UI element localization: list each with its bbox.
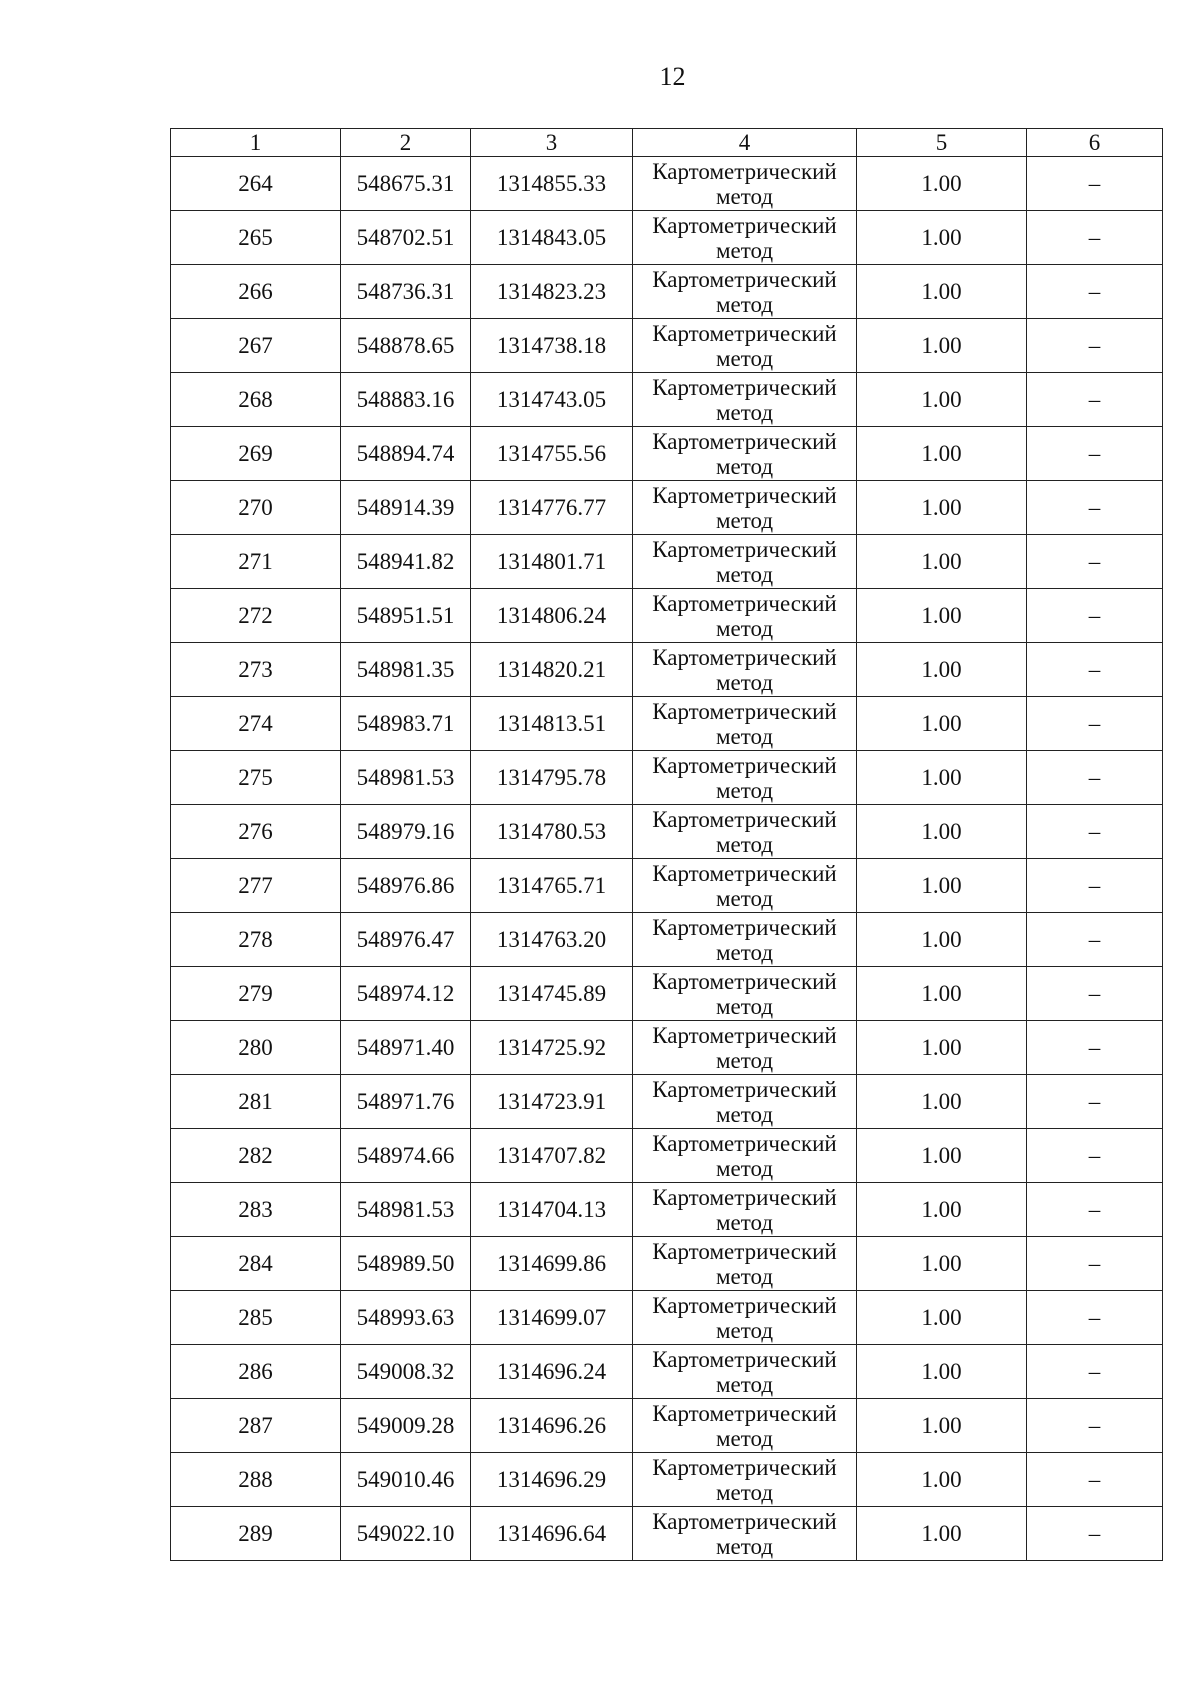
method-line-1: Картометрический (652, 536, 837, 562)
method-cell (633, 535, 857, 589)
page-number: 12 (659, 62, 686, 91)
method-line-2: метод (715, 1155, 774, 1181)
point-number-cell: 266 (171, 265, 341, 319)
accuracy-cell: 1.00 (857, 805, 1027, 859)
method-line-1: Картометрический (652, 860, 837, 886)
note-cell: – (1027, 1291, 1163, 1345)
table-row (171, 751, 1163, 805)
y-coordinate-cell: 1314823.23 (471, 265, 633, 319)
method-cell (633, 643, 857, 697)
y-coordinate-cell: 1314723.91 (471, 1075, 633, 1129)
method-line-2: метод (715, 453, 774, 479)
y-coordinate-cell: 1314738.18 (471, 319, 633, 373)
method-cell (633, 319, 857, 373)
y-coordinate-cell: 1314806.24 (471, 589, 633, 643)
y-coordinate-cell: 1314820.21 (471, 643, 633, 697)
note-cell: – (1027, 373, 1163, 427)
method-line-1: Картометрический (652, 1346, 837, 1372)
method-cell (633, 373, 857, 427)
point-number-cell: 273 (171, 643, 341, 697)
note-cell: – (1027, 535, 1163, 589)
table-row (171, 1021, 1163, 1075)
note-cell: – (1027, 1021, 1163, 1075)
point-number-cell: 271 (171, 535, 341, 589)
note-cell: – (1027, 211, 1163, 265)
method-line-2: метод (715, 1047, 774, 1073)
method-line-2: метод (715, 939, 774, 965)
method-line-1: Картометрический (652, 1130, 837, 1156)
accuracy-cell: 1.00 (857, 157, 1027, 211)
x-coordinate-cell: 548989.50 (341, 1237, 471, 1291)
method-cell (633, 1399, 857, 1453)
accuracy-cell: 1.00 (857, 1453, 1027, 1507)
method-line-2: метод (715, 237, 774, 263)
x-coordinate-cell: 548878.65 (341, 319, 471, 373)
note-cell: – (1027, 859, 1163, 913)
method-line-1: Картометрический (652, 1454, 837, 1480)
table-row (171, 967, 1163, 1021)
method-cell (633, 913, 857, 967)
accuracy-cell: 1.00 (857, 1399, 1027, 1453)
method-cell (633, 211, 857, 265)
accuracy-cell: 1.00 (857, 913, 1027, 967)
x-coordinate-cell: 548976.86 (341, 859, 471, 913)
method-cell (633, 1183, 857, 1237)
x-coordinate-cell: 548702.51 (341, 211, 471, 265)
point-number-cell: 276 (171, 805, 341, 859)
accuracy-cell: 1.00 (857, 1507, 1027, 1561)
y-coordinate-cell: 1314696.24 (471, 1345, 633, 1399)
coordinates-table (170, 128, 1163, 1561)
method-line-2: метод (715, 669, 774, 695)
method-line-2: метод (715, 507, 774, 533)
method-line-1: Картометрический (652, 374, 837, 400)
accuracy-cell: 1.00 (857, 1129, 1027, 1183)
y-coordinate-cell: 1314813.51 (471, 697, 633, 751)
note-cell: – (1027, 751, 1163, 805)
table-row (171, 319, 1163, 373)
point-number-cell: 268 (171, 373, 341, 427)
accuracy-cell: 1.00 (857, 427, 1027, 481)
method-line-1: Картометрический (652, 1292, 837, 1318)
table-row (171, 1129, 1163, 1183)
column-header-5: 5 (857, 129, 1027, 157)
y-coordinate-cell: 1314696.64 (471, 1507, 633, 1561)
x-coordinate-cell: 548883.16 (341, 373, 471, 427)
x-coordinate-cell: 548976.47 (341, 913, 471, 967)
method-cell (633, 805, 857, 859)
table-row (171, 1291, 1163, 1345)
accuracy-cell: 1.00 (857, 319, 1027, 373)
method-line-1: Картометрический (652, 644, 837, 670)
accuracy-cell: 1.00 (857, 751, 1027, 805)
x-coordinate-cell: 549008.32 (341, 1345, 471, 1399)
method-line-2: метод (715, 885, 774, 911)
method-line-1: Картометрический (652, 266, 837, 292)
x-coordinate-cell: 548951.51 (341, 589, 471, 643)
method-line-2: метод (715, 1209, 774, 1235)
table-row (171, 1183, 1163, 1237)
point-number-cell: 281 (171, 1075, 341, 1129)
accuracy-cell: 1.00 (857, 535, 1027, 589)
point-number-cell: 274 (171, 697, 341, 751)
accuracy-cell: 1.00 (857, 1075, 1027, 1129)
note-cell: – (1027, 157, 1163, 211)
method-line-1: Картометрический (652, 428, 837, 454)
y-coordinate-cell: 1314699.07 (471, 1291, 633, 1345)
y-coordinate-cell: 1314765.71 (471, 859, 633, 913)
note-cell: – (1027, 589, 1163, 643)
y-coordinate-cell: 1314696.26 (471, 1399, 633, 1453)
point-number-cell: 270 (171, 481, 341, 535)
method-cell (633, 859, 857, 913)
y-coordinate-cell: 1314699.86 (471, 1237, 633, 1291)
x-coordinate-cell: 548974.66 (341, 1129, 471, 1183)
point-number-cell: 289 (171, 1507, 341, 1561)
method-cell (633, 1129, 857, 1183)
table-row (171, 373, 1163, 427)
x-coordinate-cell: 548981.53 (341, 751, 471, 805)
method-line-1: Картометрический (652, 158, 837, 184)
x-coordinate-cell: 548974.12 (341, 967, 471, 1021)
method-line-2: метод (715, 1479, 774, 1505)
method-cell (633, 1291, 857, 1345)
method-line-1: Картометрический (652, 806, 837, 832)
x-coordinate-cell: 549009.28 (341, 1399, 471, 1453)
column-header-2: 2 (341, 129, 471, 157)
table-row (171, 1237, 1163, 1291)
table-row (171, 589, 1163, 643)
accuracy-cell: 1.00 (857, 1291, 1027, 1345)
table-row (171, 1345, 1163, 1399)
method-cell (633, 967, 857, 1021)
method-line-2: метод (715, 1263, 774, 1289)
y-coordinate-cell: 1314743.05 (471, 373, 633, 427)
method-line-1: Картометрический (652, 1184, 837, 1210)
note-cell: – (1027, 265, 1163, 319)
accuracy-cell: 1.00 (857, 697, 1027, 751)
y-coordinate-cell: 1314745.89 (471, 967, 633, 1021)
header-row (171, 129, 1163, 157)
note-cell: – (1027, 913, 1163, 967)
method-cell (633, 1507, 857, 1561)
method-line-1: Картометрический (652, 212, 837, 238)
point-number-cell: 277 (171, 859, 341, 913)
point-number-cell: 288 (171, 1453, 341, 1507)
method-line-1: Картометрический (652, 320, 837, 346)
x-coordinate-cell: 549010.46 (341, 1453, 471, 1507)
x-coordinate-cell: 548675.31 (341, 157, 471, 211)
table-row (171, 535, 1163, 589)
method-line-1: Картометрический (652, 1400, 837, 1426)
table-header (171, 129, 1163, 157)
y-coordinate-cell: 1314843.05 (471, 211, 633, 265)
method-line-2: метод (715, 1371, 774, 1397)
point-number-cell: 275 (171, 751, 341, 805)
y-coordinate-cell: 1314704.13 (471, 1183, 633, 1237)
table-row (171, 859, 1163, 913)
method-cell (633, 427, 857, 481)
method-cell (633, 265, 857, 319)
table-row (171, 913, 1163, 967)
x-coordinate-cell: 548983.71 (341, 697, 471, 751)
method-line-1: Картометрический (652, 752, 837, 778)
y-coordinate-cell: 1314725.92 (471, 1021, 633, 1075)
y-coordinate-cell: 1314707.82 (471, 1129, 633, 1183)
method-line-2: метод (715, 777, 774, 803)
x-coordinate-cell: 549022.10 (341, 1507, 471, 1561)
accuracy-cell: 1.00 (857, 1345, 1027, 1399)
x-coordinate-cell: 548971.76 (341, 1075, 471, 1129)
y-coordinate-cell: 1314763.20 (471, 913, 633, 967)
point-number-cell: 269 (171, 427, 341, 481)
x-coordinate-cell: 548981.35 (341, 643, 471, 697)
accuracy-cell: 1.00 (857, 1237, 1027, 1291)
point-number-cell: 265 (171, 211, 341, 265)
x-coordinate-cell: 548894.74 (341, 427, 471, 481)
note-cell: – (1027, 1345, 1163, 1399)
point-number-cell: 272 (171, 589, 341, 643)
column-header-6: 6 (1027, 129, 1163, 157)
method-line-1: Картометрический (652, 914, 837, 940)
accuracy-cell: 1.00 (857, 967, 1027, 1021)
method-line-2: метод (715, 291, 774, 317)
method-cell (633, 697, 857, 751)
method-line-2: метод (715, 1533, 774, 1559)
accuracy-cell: 1.00 (857, 211, 1027, 265)
table-row (171, 805, 1163, 859)
table-row (171, 427, 1163, 481)
point-number-cell: 283 (171, 1183, 341, 1237)
accuracy-cell: 1.00 (857, 265, 1027, 319)
point-number-cell: 284 (171, 1237, 341, 1291)
method-cell (633, 481, 857, 535)
note-cell: – (1027, 1183, 1163, 1237)
method-line-2: метод (715, 345, 774, 371)
accuracy-cell: 1.00 (857, 481, 1027, 535)
note-cell: – (1027, 1237, 1163, 1291)
column-header-3: 3 (471, 129, 633, 157)
accuracy-cell: 1.00 (857, 859, 1027, 913)
x-coordinate-cell: 548736.31 (341, 265, 471, 319)
point-number-cell: 282 (171, 1129, 341, 1183)
method-cell (633, 1021, 857, 1075)
method-line-2: метод (715, 1425, 774, 1451)
table-body (171, 157, 1163, 1561)
table-row (171, 1399, 1163, 1453)
note-cell: – (1027, 319, 1163, 373)
y-coordinate-cell: 1314696.29 (471, 1453, 633, 1507)
y-coordinate-cell: 1314801.71 (471, 535, 633, 589)
method-cell (633, 751, 857, 805)
method-line-2: метод (715, 1101, 774, 1127)
x-coordinate-cell: 548914.39 (341, 481, 471, 535)
accuracy-cell: 1.00 (857, 373, 1027, 427)
x-coordinate-cell: 548971.40 (341, 1021, 471, 1075)
point-number-cell: 278 (171, 913, 341, 967)
method-line-1: Картометрический (652, 1022, 837, 1048)
note-cell: – (1027, 481, 1163, 535)
note-cell: – (1027, 1453, 1163, 1507)
note-cell: – (1027, 697, 1163, 751)
y-coordinate-cell: 1314795.78 (471, 751, 633, 805)
accuracy-cell: 1.00 (857, 1021, 1027, 1075)
method-line-2: метод (715, 615, 774, 641)
method-line-1: Картометрический (652, 1076, 837, 1102)
table-row (171, 157, 1163, 211)
method-line-1: Картометрический (652, 1238, 837, 1264)
method-line-2: метод (715, 831, 774, 857)
method-line-2: метод (715, 993, 774, 1019)
method-cell (633, 157, 857, 211)
table-row (171, 211, 1163, 265)
column-header-4: 4 (633, 129, 857, 157)
method-line-2: метод (715, 1317, 774, 1343)
point-number-cell: 264 (171, 157, 341, 211)
method-line-1: Картометрический (652, 698, 837, 724)
method-cell (633, 1453, 857, 1507)
y-coordinate-cell: 1314755.56 (471, 427, 633, 481)
accuracy-cell: 1.00 (857, 643, 1027, 697)
method-cell (633, 1237, 857, 1291)
x-coordinate-cell: 548941.82 (341, 535, 471, 589)
table-row (171, 1507, 1163, 1561)
point-number-cell: 280 (171, 1021, 341, 1075)
method-line-2: метод (715, 561, 774, 587)
method-cell (633, 1345, 857, 1399)
y-coordinate-cell: 1314776.77 (471, 481, 633, 535)
note-cell: – (1027, 1075, 1163, 1129)
column-header-1: 1 (171, 129, 341, 157)
method-cell (633, 589, 857, 643)
table-row (171, 643, 1163, 697)
accuracy-cell: 1.00 (857, 1183, 1027, 1237)
point-number-cell: 279 (171, 967, 341, 1021)
x-coordinate-cell: 548993.63 (341, 1291, 471, 1345)
note-cell: – (1027, 1399, 1163, 1453)
table-row (171, 481, 1163, 535)
table-row (171, 697, 1163, 751)
table-row (171, 265, 1163, 319)
x-coordinate-cell: 548979.16 (341, 805, 471, 859)
point-number-cell: 286 (171, 1345, 341, 1399)
note-cell: – (1027, 427, 1163, 481)
table-row (171, 1453, 1163, 1507)
note-cell: – (1027, 805, 1163, 859)
table-row (171, 1075, 1163, 1129)
y-coordinate-cell: 1314855.33 (471, 157, 633, 211)
note-cell: – (1027, 1507, 1163, 1561)
method-line-1: Картометрический (652, 1508, 837, 1534)
x-coordinate-cell: 548981.53 (341, 1183, 471, 1237)
y-coordinate-cell: 1314780.53 (471, 805, 633, 859)
note-cell: – (1027, 1129, 1163, 1183)
note-cell: – (1027, 643, 1163, 697)
note-cell: – (1027, 967, 1163, 1021)
method-line-2: метод (715, 399, 774, 425)
point-number-cell: 285 (171, 1291, 341, 1345)
method-line-2: метод (715, 183, 774, 209)
method-cell (633, 1075, 857, 1129)
point-number-cell: 287 (171, 1399, 341, 1453)
method-line-1: Картометрический (652, 482, 837, 508)
accuracy-cell: 1.00 (857, 589, 1027, 643)
method-line-1: Картометрический (652, 968, 837, 994)
method-line-1: Картометрический (652, 590, 837, 616)
point-number-cell: 267 (171, 319, 341, 373)
method-line-2: метод (715, 723, 774, 749)
